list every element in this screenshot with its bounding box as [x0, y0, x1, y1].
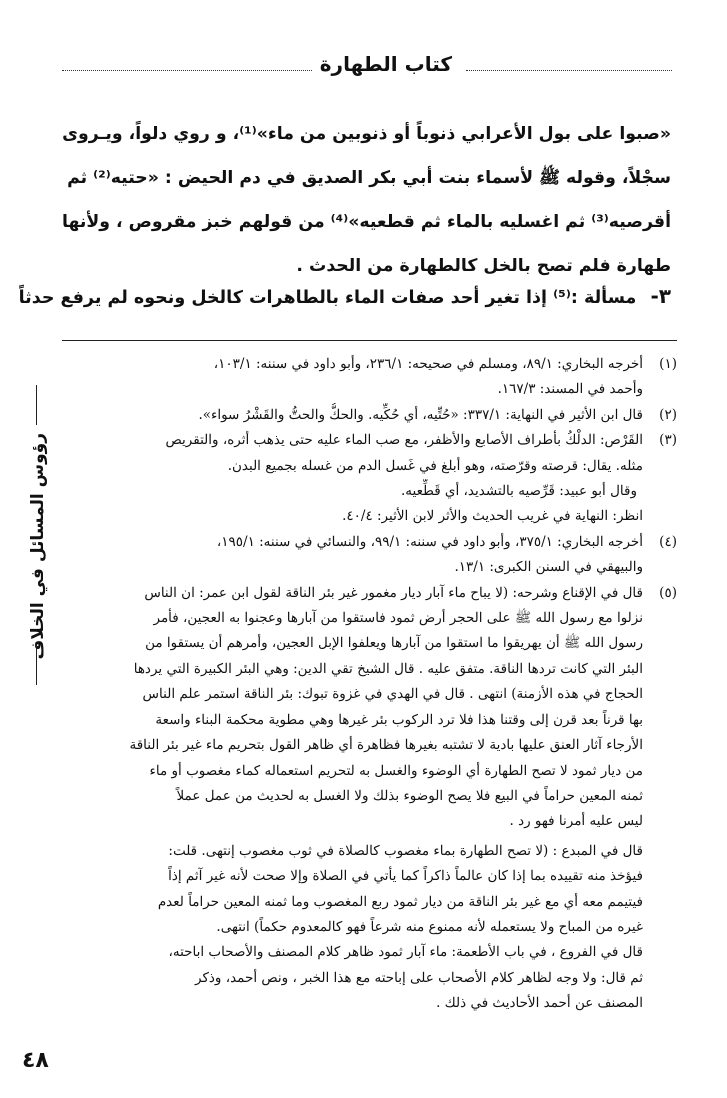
footnote-line: قال ابن الأثير في النهاية: ٣٣٧/١: «حُتِّيه، أي حُكِّيه. والحكُّ والحتُّ والقَشْرُ سواء».	[198, 406, 643, 423]
footnote-line: ليس عليه أمرنا فهو رد .	[509, 813, 643, 830]
footnote-line: أخرجه البخاري: ٨٩/١، ومسلم في صحيحه: ٢٣٦/١، وأبو داود في سننه: ١٠٣/١،	[213, 356, 643, 372]
spine-rule-top	[36, 385, 37, 425]
footnote-line: والبيهقي في السنن الكبرى: ١٣/١.	[454, 559, 643, 576]
footnote-3	[57, 428, 677, 530]
footnote-2	[57, 403, 677, 428]
footnote-line: القَرْص: الدلْكُ بأطراف الأصابع والأظفر، مع صب الماء عليه حتى يذهب أثره، والتقريص	[165, 432, 643, 449]
footnote-mark: (٤)	[659, 533, 677, 550]
main-line: «صبوا على بول الأعرابي ذنوباً أو ذنوبين من ماء»⁽¹⁾، و روي دلواً، ويـروى	[62, 124, 671, 144]
header-rule-right	[466, 70, 672, 71]
footnote-line: البئر التي كانت تردها الناقة. متفق عليه . قال الشيخ تقي الدين: وهي البئر الكبيرة التي يردها	[133, 660, 643, 677]
masala-text: مسألة :⁽⁵⁾ إذا تغير أحد صفات الماء بالطاهرات كالخل ونحوه لم يرفع حدثاً	[18, 288, 637, 308]
footnote-5	[57, 581, 677, 835]
spine-rule-bottom	[36, 645, 37, 685]
footnote-line: وقال أبو عبيد: قَرِّصيه بالتشديد، أي قَطِّعيه.	[401, 483, 637, 500]
footnote-mark: (٢)	[659, 406, 677, 423]
footnote-line: فيتيمم معه أي مع غير بئر الناقة من ديار ثمود ربع المغصوب وما ثمنه المعين حراماً لعدم	[157, 893, 643, 910]
footnote-mark: (٣)	[659, 432, 677, 449]
main-text	[59, 112, 671, 288]
footnote-divider	[62, 340, 677, 341]
footnote-line: غيره من المباح ولا يستعمله لأنه ممنوع منه شرعاً فهو كالمعدوم حكماً) انتهى.	[216, 918, 643, 935]
footnotes	[57, 352, 677, 1017]
main-line: سجْلاً، وقوله ﷺ لأسماء بنت أبي بكر الصديق في دم الحيض : «حتيه⁽²⁾ ثم	[67, 168, 671, 188]
main-line: أقرصيه⁽³⁾ ثم اغسليه بالماء ثم قطعيه»⁽⁴⁾ من قولهم خبز مقروص ، ولأنها	[62, 212, 671, 232]
footnote-line: الأرجاء آثار العنق عليها بادية لا تشتبه بغيرها فظاهرة أي ظاهر القول بتحريم ماء غير بئر الناقة	[129, 737, 643, 754]
footnote-line: قال في الإقناع وشرحه: (لا يباح ماء آبار ديار مغمور غير بئر الناقة لقول ابن عمر: ان الناس	[144, 584, 643, 601]
footnote-line: فيؤخذ منه تقييده بما إذا كان عالماً ذاكراً كما يأتي في الصلاة وإلا صحت لأنه غير آثم إذاً	[168, 868, 643, 885]
footnote-line: قال في الفروع ، في باب الأطعمة: ماء آبار ثمود ظاهر كلام المصنف والأصحاب اباحته،	[168, 944, 643, 961]
footnote-mark: (٥)	[659, 584, 677, 601]
main-line: طهارة فلم تصح بالخل كالطهارة من الحدث .	[296, 256, 671, 276]
page-number: ٤٨	[22, 1048, 49, 1073]
footnote-line: مثله. يقال: قرصته وقرّصته، وهو أبلغ في غَسل الدم من غسله بجميع البدن.	[227, 457, 643, 474]
footnote-line: بها قرناً بعد قرن إلى وقتنا هذا فلا ترد الركوب بئر غيرها وهي مطوية محكمة البناء واسعة	[155, 711, 643, 728]
running-header	[62, 50, 672, 80]
footnote-line: ثمنه المعين حراماً في البيع فلا يصح الوضوء بذلك ولا الغسل به لحديث من عمل عملاً	[176, 787, 643, 804]
footnote-continuation	[57, 940, 643, 1016]
footnote-line: رسول الله ﷺ أن يهريقوا ما استقوا من آبارها ويعلفوا الإبل العجين، وأمرهم أن يستقوا من	[145, 635, 643, 652]
footnote-line: وأحمد في المسند: ١٦٧/٣.	[497, 381, 643, 398]
footnote-line: قال في المبدع : (لا تصح الطهارة بماء مغصوب كالصلاة في ثوب مغصوب إنتهى. قلت:	[168, 842, 643, 859]
header-rule-left	[62, 70, 312, 71]
footnote-line: ثم قال: ولا وجه لظاهر كلام الأصحاب على إباحته مع هذا الخبر ، ونص أحمد، وذكر	[195, 969, 643, 986]
side-spine	[18, 395, 58, 675]
masala-heading	[18, 284, 671, 308]
footnote-line: نزلوا مع رسول الله ﷺ على الحجر أرض ثمود فاستقوا من آبارها وعجنوا به العجين، فأمر	[153, 610, 643, 627]
footnote-mark: (١)	[659, 356, 677, 372]
footnote-line: من ديار ثمود لا تصح الطهارة أي الوضوء والغسل به لتحريم استعماله كماء مغصوب أو ماء	[149, 762, 643, 779]
footnote-line: انظر: النهاية في غريب الحديث والأثر لابن الأثير: ٤٠/٤.	[342, 508, 643, 525]
footnote-line: أخرجه البخاري: ٣٧٥/١، وأبو داود في سننه: ٩٩/١، والنسائي في سننه: ١٩٥/١،	[216, 533, 643, 550]
footnote-1	[57, 352, 677, 403]
book-title-vertical: رؤوس المسائل في الخلاف	[28, 433, 48, 660]
footnote-4	[57, 530, 677, 581]
footnote-continuation	[57, 839, 643, 941]
footnote-line: الحجاج في هذه الأزمنة) انتهى . قال في الهدي في غزوة تبوك: بئر الناقة استمر علم الناس	[142, 686, 643, 703]
masala-number: ٣-	[650, 284, 671, 308]
footnote-line: المصنف عن أحمد الأحاديث في ذلك .	[436, 995, 643, 1012]
chapter-title: كتاب الطهارة	[319, 52, 452, 76]
